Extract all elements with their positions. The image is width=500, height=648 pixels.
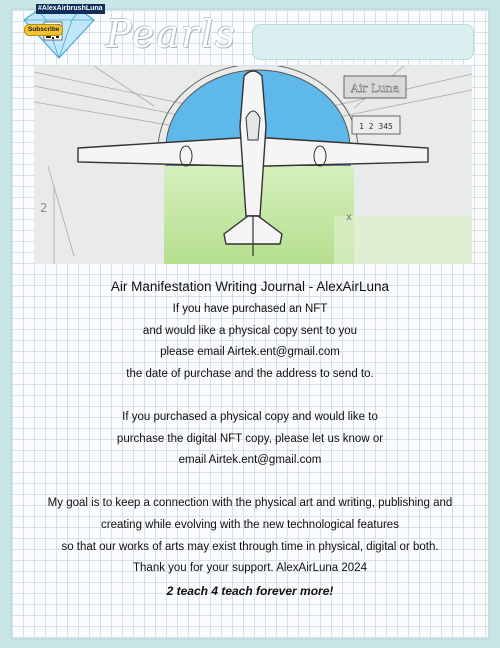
airplane-artwork [34, 66, 472, 264]
counter-text: 1 2 345 [359, 122, 393, 131]
motto: 2 teach 4 teach forever more! [166, 583, 334, 598]
text-line: My goal is to keep a connection with the physical art and writing, publishing and [47, 497, 453, 510]
text-line: and would like a physical copy sent to you [142, 324, 358, 337]
text-line: Thank you for your support. AlexAirLuna 2024 [133, 562, 367, 575]
svg-text:2: 2 [40, 201, 48, 215]
subscribe-button[interactable]: Subscribe [24, 24, 63, 36]
text-line: If you purchased a physical copy and would like to [122, 410, 378, 423]
channel-tag: #AlexAirbrushLuna [38, 5, 103, 12]
channel-badge[interactable] [18, 4, 103, 60]
sign-text: Air Luna [350, 82, 400, 95]
text-line: please email Airtek.ent@gmail.com [160, 346, 340, 359]
journal-title: Air Manifestation Writing Journal - AlexAirLuna [110, 279, 390, 294]
text-line: the date of purchase and the address to send to. [126, 367, 374, 380]
svg-text:x: x [346, 212, 352, 223]
text-line: so that our works of arts may exist through time in physical, digital or both. [61, 540, 439, 553]
airplane-drawing [34, 66, 472, 264]
journal-text [10, 278, 490, 602]
text-line: purchase the digital NFT copy, please let us know or [116, 432, 384, 445]
text-line: email Airtek.ent@gmail.com [178, 454, 322, 467]
text-line: If you have purchased an NFT [172, 303, 328, 315]
header-panel [252, 24, 474, 60]
text-line: creating while evolving with the new technological features [101, 518, 399, 531]
brand-wordmark: Pearls [106, 12, 237, 56]
